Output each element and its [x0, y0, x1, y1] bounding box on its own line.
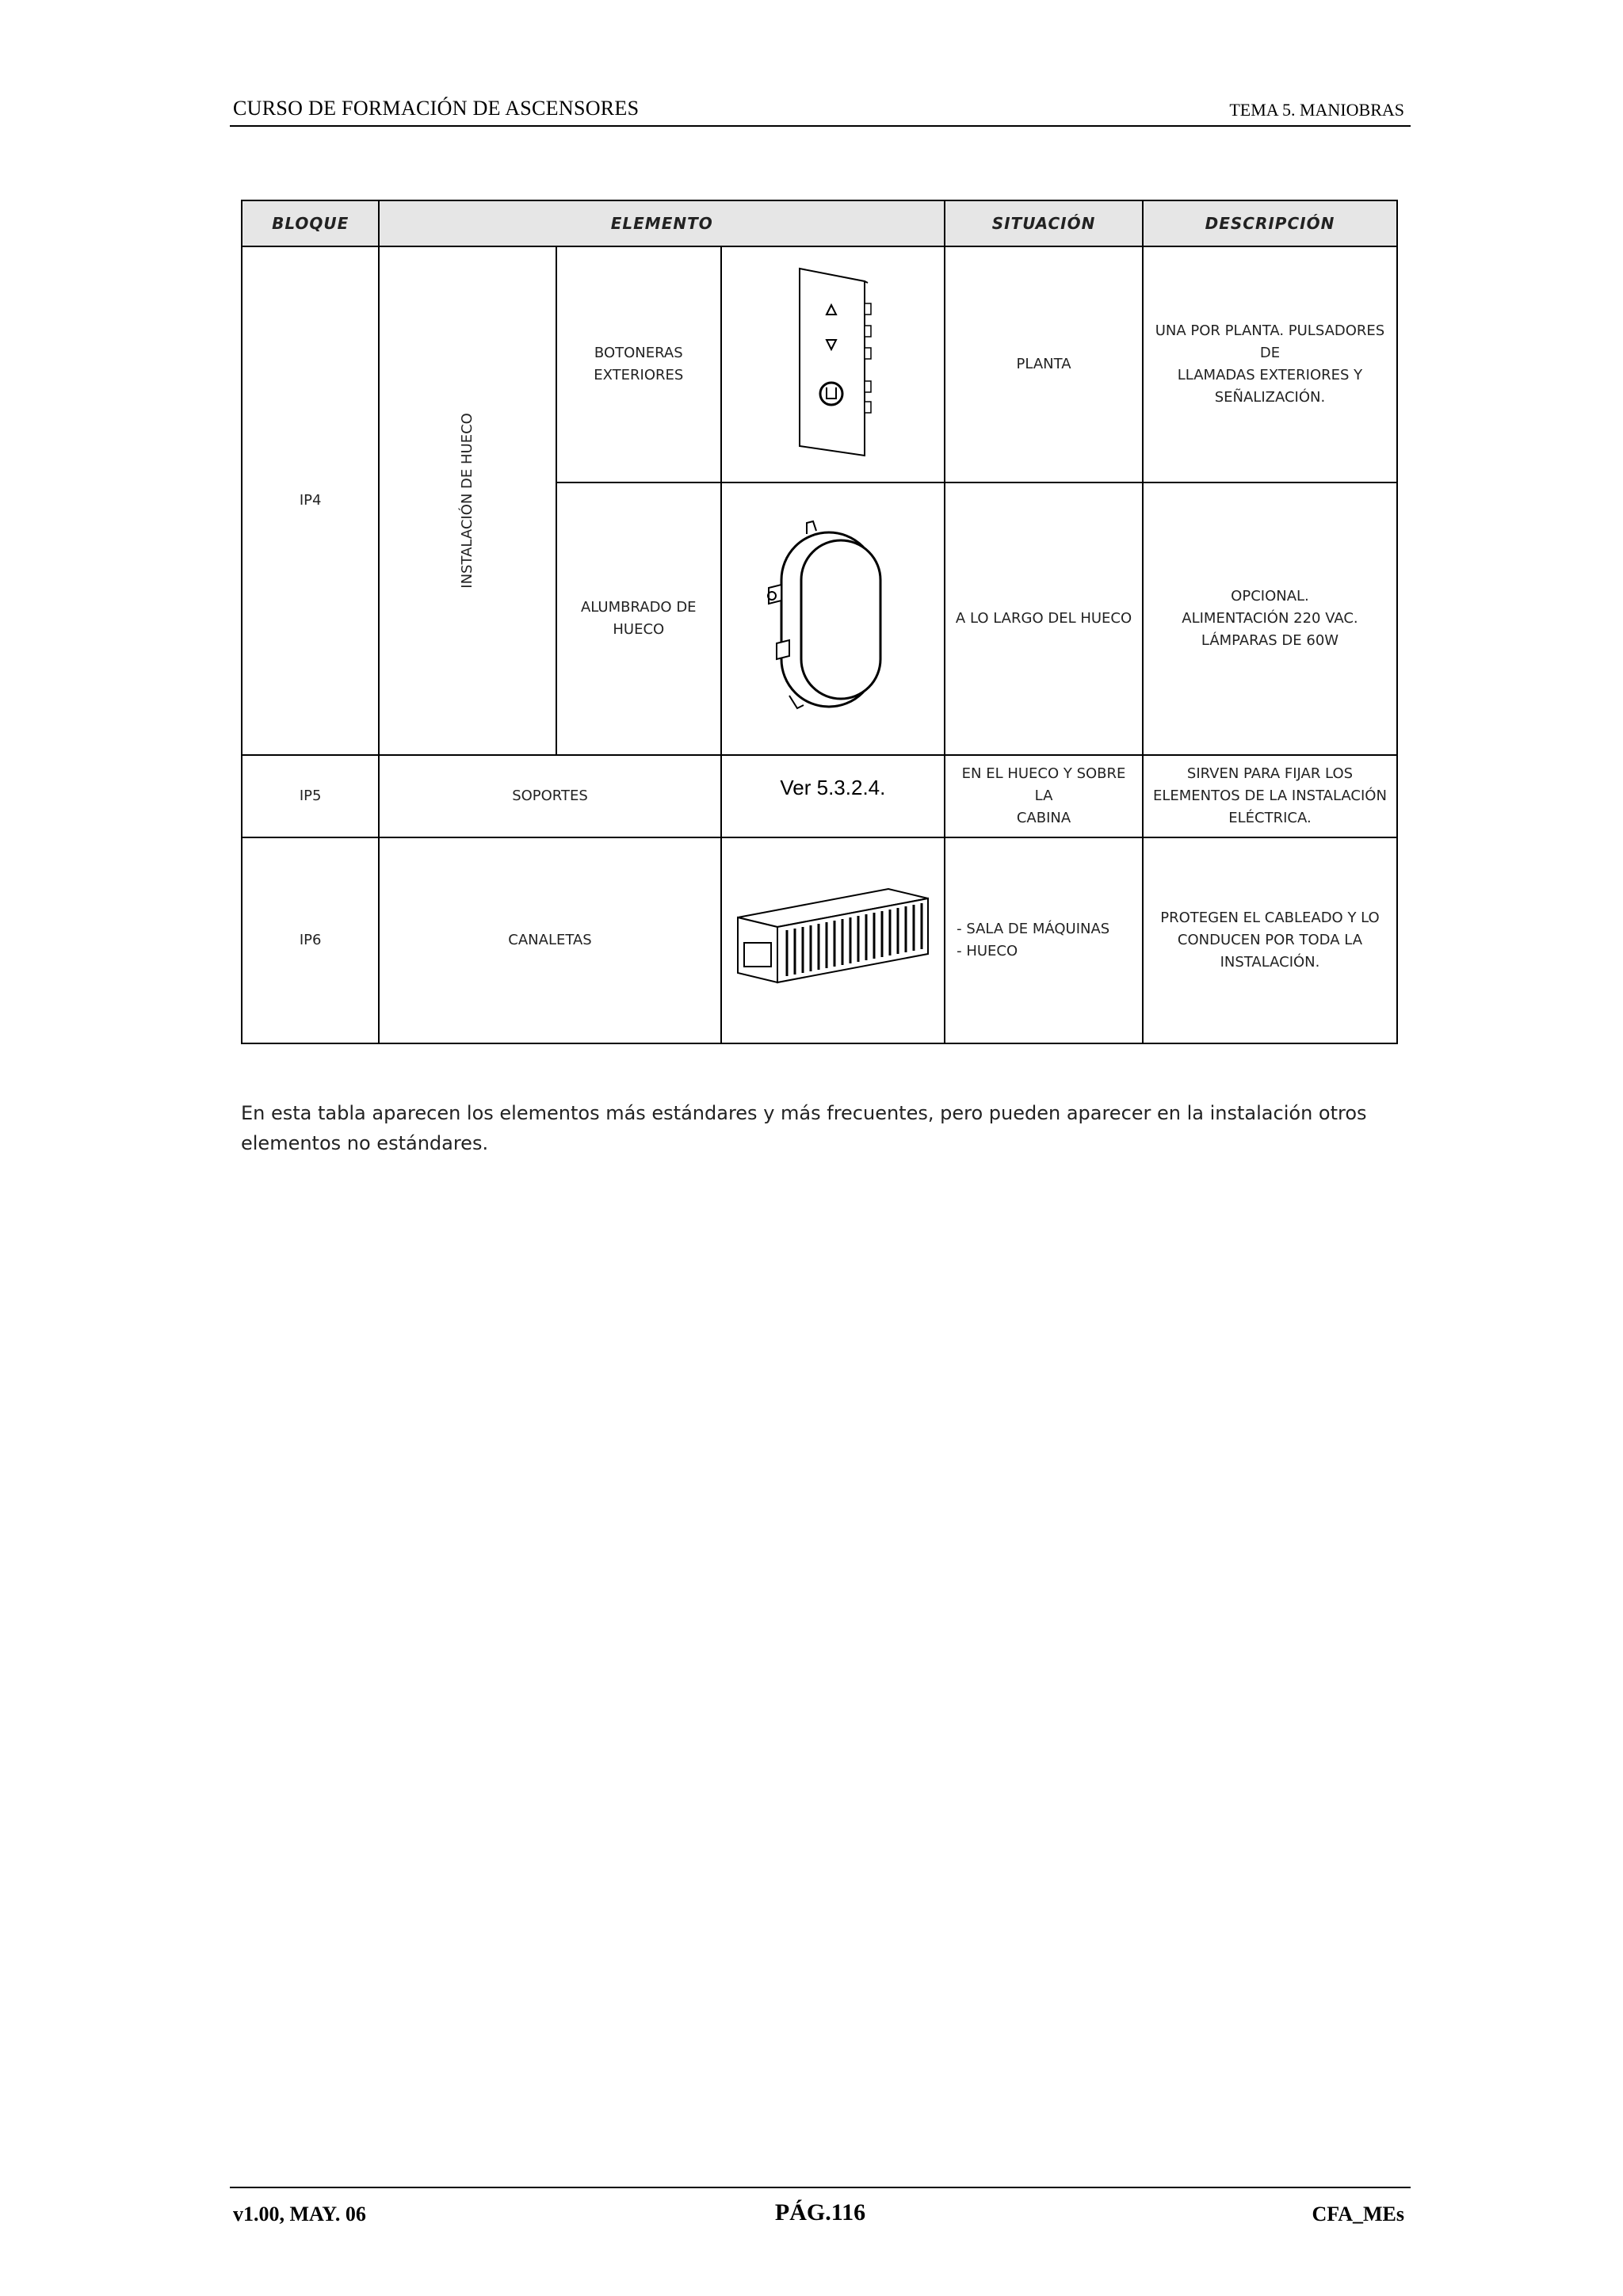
- version-label: v1.00, MAY. 06: [233, 2203, 366, 2225]
- image-cell: [721, 246, 945, 482]
- reference-cell: Ver 5.3.2.4.: [721, 755, 945, 837]
- descripcion-cell: OPCIONAL. ALIMENTACIÓN 220 VAC. LÁMPARAS DE 60W: [1143, 482, 1397, 755]
- section-title: TEMA 5. MANIOBRAS: [1229, 100, 1404, 120]
- bloque-cell: IP6: [242, 837, 379, 1043]
- button-panel-illustration: [785, 262, 880, 460]
- situacion-cell: A LO LARGO DEL HUECO: [945, 482, 1143, 755]
- document-title: CURSO DE FORMACIÓN DE ASCENSORES: [233, 97, 640, 120]
- page-number: PÁG.116: [774, 2199, 866, 2225]
- elemento-cell: ALUMBRADO DE HUECO: [556, 482, 721, 755]
- image-cell: [721, 482, 945, 755]
- table-row: [242, 246, 1397, 482]
- group-label: INSTALACIÓN DE HUECO: [459, 413, 476, 589]
- elemento-cell: SOPORTES: [379, 755, 720, 837]
- scanned-table-image: [230, 190, 1411, 1173]
- elemento-cell: BOTONERAS EXTERIORES: [556, 246, 721, 482]
- header-descripcion: DESCRIPCIÓN: [1143, 200, 1397, 246]
- elemento-cell: CANALETAS: [379, 837, 720, 1043]
- page-header: [230, 93, 1411, 127]
- table-note: En esta tabla aparecen los elementos más estándares y más frecuentes, pero pueden aparecer en la instalación otros elementos no estándares.: [241, 1102, 1367, 1154]
- situacion-cell: - SALA DE MÁQUINAS - HUECO: [945, 837, 1143, 1043]
- document-code: CFA_MEs: [1312, 2203, 1404, 2225]
- bloque-cell: IP5: [242, 755, 379, 837]
- header-bloque: BLOQUE: [242, 200, 379, 246]
- table-row: [242, 837, 1397, 1043]
- table-header-row: [242, 200, 1397, 246]
- header-elemento: ELEMENTO: [379, 200, 945, 246]
- descripcion-cell: PROTEGEN EL CABLEADO Y LO CONDUCEN POR TODA LA INSTALACIÓN.: [1143, 837, 1397, 1043]
- group-label-cell: [379, 246, 556, 755]
- image-cell: [721, 837, 945, 1043]
- situacion-cell: PLANTA: [945, 246, 1143, 482]
- elements-table: [241, 200, 1398, 1044]
- situacion-cell: EN EL HUECO Y SOBRE LA CABINA: [945, 755, 1143, 837]
- descripcion-cell: SIRVEN PARA FIJAR LOS ELEMENTOS DE LA INSTALACIÓN ELÉCTRICA.: [1143, 755, 1397, 837]
- page-footer: [230, 2187, 1411, 2236]
- shaft-lamp-illustration: [758, 509, 908, 723]
- header-situacion: SITUACIÓN: [945, 200, 1143, 246]
- cable-trunking-illustration: [730, 878, 936, 997]
- bloque-cell: IP4: [242, 246, 379, 755]
- table-row: [242, 755, 1397, 837]
- descripcion-cell: UNA POR PLANTA. PULSADORES DE LLAMADAS EXTERIORES Y SEÑALIZACIÓN.: [1143, 246, 1397, 482]
